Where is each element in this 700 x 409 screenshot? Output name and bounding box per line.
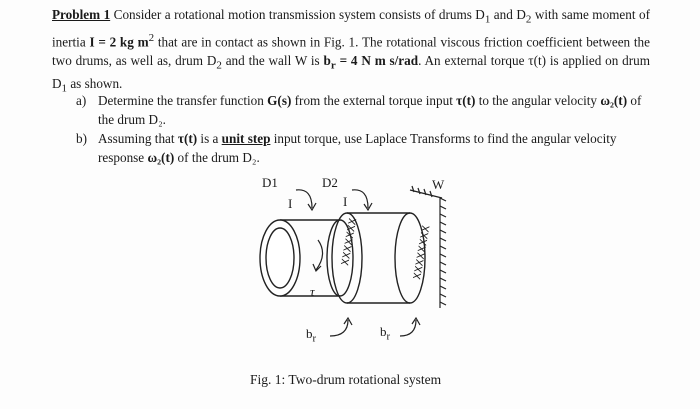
problem-text-1: Consider a rotational motion transmission system consists of drums D [110, 7, 485, 22]
part-b-underline: unit step [221, 131, 271, 147]
rotation-arrow-2 [352, 190, 368, 208]
drum-1 [260, 220, 353, 296]
inertia-value: I = 2 kg m [89, 34, 149, 50]
friction-value: = 4 N m s/rad [335, 53, 419, 69]
part-body [98, 130, 650, 167]
part-a-bold-1: G(s) [267, 93, 292, 108]
problem-text-5: and the wall W is [221, 53, 324, 69]
part-body [98, 92, 650, 129]
label-wall: W [432, 177, 445, 192]
problem-sub-3: 2 [216, 59, 222, 72]
problem-text-6: . An external torque τ(t) is applied on drum D [52, 53, 650, 92]
problem-sub-4: 1 [61, 83, 68, 96]
part-a-text-3: to the angular velocity [475, 93, 601, 108]
drum-diagram [250, 168, 470, 368]
torque-arrow [316, 240, 323, 270]
inertia-exp: 2 [148, 32, 155, 45]
friction-hatch-1: XXXXXXX [340, 217, 360, 267]
part-b-text-2: is a [197, 131, 222, 147]
problem-sub-1: 1 [484, 13, 491, 26]
part-b-text-3: input torque, use Laplace Transforms to find the angular velocity response [98, 131, 617, 165]
friction-sub: r [330, 59, 336, 72]
part-a [76, 92, 650, 129]
part-letter: a) [76, 93, 87, 108]
problem-text-7: as shown. [67, 76, 123, 92]
figure-caption: Fig. 1: Two-drum rotational system [250, 372, 442, 387]
br1-symbol: b [306, 326, 313, 341]
part-a-bold-3: ω₂(t) [600, 93, 628, 108]
part-b [76, 130, 650, 167]
label-br1 [306, 326, 316, 345]
label-br2 [380, 324, 390, 343]
label-i2: I [343, 194, 348, 209]
br2-sub: r [386, 330, 391, 343]
friction-symbol: b [323, 53, 331, 69]
label-d2: D2 [322, 175, 338, 190]
rotation-arrow-1 [296, 190, 312, 208]
part-a-text-2: from the external torque input [291, 93, 457, 108]
part-letter: b) [76, 131, 87, 147]
problem-statement [52, 6, 650, 99]
label-i1: I [288, 196, 293, 211]
part-b-text-4: of the drum D₂. [174, 149, 260, 165]
part-a-bold-2: τ(t) [456, 93, 476, 108]
friction-hatch-2: XXXXXXXX [412, 224, 433, 281]
problem-text-4: that are in contact as shown in Fig. 1. The rotational viscous friction coefficient between the two drums, as well as, drum D [52, 34, 651, 69]
label-d1: D1 [262, 175, 278, 190]
problem-label: Problem 1 [52, 7, 111, 22]
problem-text-3: with same moment of inertia [52, 7, 650, 50]
problem-text-2: and D [490, 7, 526, 22]
part-b-bold-2: ω₂(t) [147, 149, 175, 165]
br2-symbol: b [380, 324, 387, 339]
two-drum-figure [250, 168, 470, 368]
problem-sub-2: 2 [525, 13, 532, 26]
part-a-text-1: Determine the transfer function [98, 93, 268, 108]
question-parts [76, 92, 650, 168]
br1-sub: r [312, 332, 317, 345]
part-b-text-1: Assuming that [98, 131, 178, 147]
label-tau: τ [310, 284, 315, 299]
part-b-bold-1: τ(t) [177, 131, 198, 147]
part-a-text-4: of the drum D₂. [98, 93, 642, 127]
